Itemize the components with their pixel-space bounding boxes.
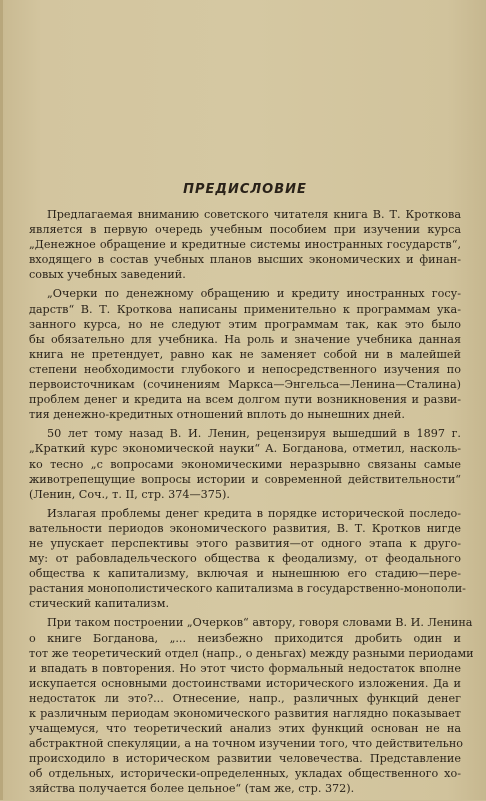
text-line: и впадать в повторения. Но этот чисто формальный недостаток вполне: [29, 661, 461, 675]
text-line: искупается основными достоинствами исторического изложения. Да и: [29, 676, 461, 690]
text-line: учащемуся, что теоретический анализ этих функций основан не на: [29, 722, 461, 736]
text-line: является в первую очередь учебным пособием при изучении курса: [29, 223, 461, 237]
text-line: бы обязательно для учебника. На роль и значение учебника данная: [29, 332, 461, 346]
text-line: „Денежное обращение и кредитные системы иностранных государств“,: [29, 238, 461, 252]
text-line: „Краткий курс экономической науки“ А. Богданова, отметил, насколь-: [29, 442, 461, 456]
text-line: к различным периодам экономического развития наглядно показывает: [29, 707, 461, 720]
paragraph: [29, 207, 461, 282]
text-line: дарств“ В. Т. Кроткова написаны применительно к программам ука-: [29, 302, 461, 316]
text-line: абстрактной спекуляции, а на точном изучении того, что действительно: [29, 737, 464, 751]
text-line: первоисточникам (сочинениям Маркса—Энгельса—Ленина—Сталина): [29, 378, 461, 392]
text-line: вательности периодов экономического развития, В. Т. Кротков нигде: [29, 521, 461, 535]
text-line: совых учебных заведений.: [29, 268, 186, 282]
text-line: зяйства получается более цельное“ (там же, стр. 372).: [29, 782, 355, 796]
preface-text: [29, 207, 474, 797]
text-line: книга не претендует, равно как не заменяет собой ни в малейшей: [29, 347, 461, 361]
paragraph: [29, 426, 461, 501]
text-line: недостаток ли это?... Отнесение, напр., различных функций денег: [29, 691, 461, 705]
text-line: проблем денег и кредита на всем долгом пути возникновения и разви-: [29, 393, 461, 407]
text-line: животрепещущие вопросы истории и современной действительности“: [29, 472, 461, 486]
text-line: тия денежно-кредитных отношений вплоть до нынешних дней.: [29, 408, 405, 422]
text-line: му: от рабовладельческого общества к феодализму, от феодального: [29, 552, 461, 566]
preface-body: [29, 182, 474, 801]
text-line: происходило в историческом развитии человечества. Представление: [29, 752, 461, 766]
text-line: о книге Богданова, „... неизбежно приходится дробить один и: [29, 631, 461, 645]
text-line: ко тесно „с вопросами экономическими неразрывно связаны самые: [29, 457, 461, 471]
text-line: растания монополистического капитализма в государственно-монополи-: [29, 582, 466, 596]
text-line: общества к капитализму, включая и нынешнюю его стадию—пере-: [29, 567, 461, 581]
page-title: ПРЕДИСЛОВИЕ: [183, 182, 307, 197]
text-line: тот же теоретический отдел (напр., о деньгах) между разными периодами: [29, 646, 474, 660]
text-line: стический капитализм.: [29, 597, 170, 611]
text-line: об отдельных, исторически-определенных, укладах общественного хо-: [29, 767, 461, 781]
text-line: не упускает перспективы этого развития—от одного этапа к друго-: [29, 536, 461, 550]
text-line: (Ленин, Соч., т. II, стр. 374—375).: [29, 487, 230, 501]
text-line: Предлагаемая вниманию советского читателя книга В. Т. Кроткова: [47, 208, 461, 221]
text-line: входящего в состав учебных планов высших экономических и финан-: [29, 253, 461, 267]
text-line: 50 лет тому назад В. И. Ленин, рецензируя вышедший в 1897 г.: [47, 427, 461, 441]
text-line: степени необходимости глубокого и непосредственного изучения по: [29, 362, 461, 376]
paragraph: [29, 615, 474, 796]
text-line: Излагая проблемы денег кредита в порядке исторической последо-: [47, 506, 461, 520]
paragraph: [29, 506, 466, 612]
text-line: занного курса, но не следуют этим программам так, как это было: [29, 317, 461, 331]
paragraph: [29, 286, 461, 422]
text-line: При таком построении „Очерков“ автору, говоря словами В. И. Ленина: [47, 616, 473, 630]
text-line: „Очерки по денежному обращению и кредиту иностранных госу-: [47, 287, 461, 301]
